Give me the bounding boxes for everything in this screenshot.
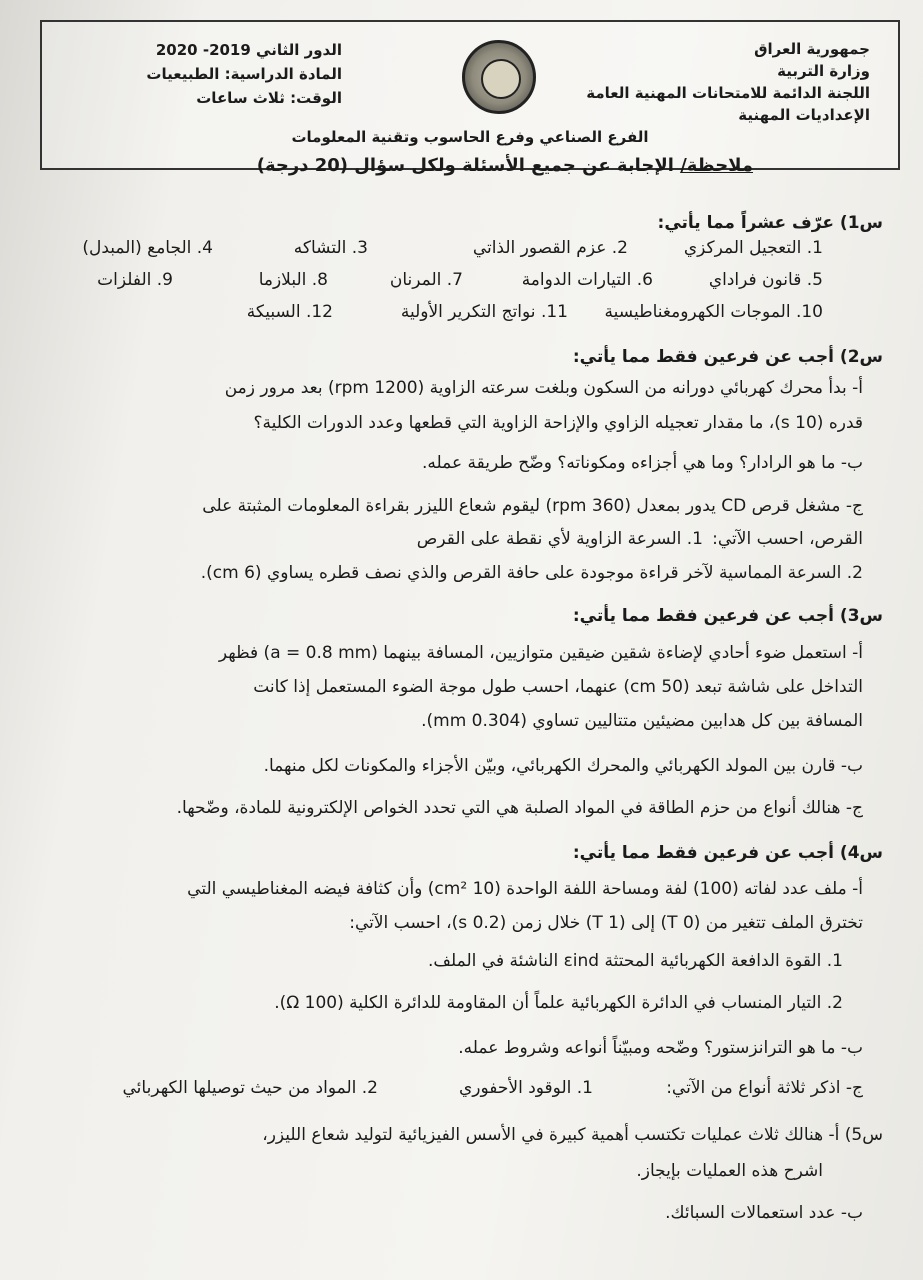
q2-c-line-1: ج- مشغل قرص CD يدور بمعدل (360 rpm) ليقوم شعاع الليزر بقراءة المعلومات المثبتة على <box>202 496 863 516</box>
q3-a-line-2: التداخل على شاشة تبعد (50 cm) عنهما، احسب طول موجة الضوء المستعمل إذا كانت <box>253 677 863 697</box>
q1-term-7: 7. المرنان <box>389 270 463 290</box>
ministry-seal-icon <box>462 40 536 114</box>
q4-a-line-1: أ- ملف عدد لفاته (100) لفة ومساحة اللفة الواحدة (10 cm²) وأن كثافة فيضه المغناطيسي التي <box>187 879 863 899</box>
q1-term-8: 8. البلازما <box>258 270 328 290</box>
exam-branch: الفرع الصناعي وفرع الحاسوب وتقنية المعلومات <box>291 128 649 146</box>
exam-note <box>257 155 753 176</box>
q3-b: ب- قارن بين المولد الكهربائي والمحرك الكهربائي، وبيّن الأجزاء والمكونات لكل منهما. <box>263 756 863 776</box>
q4-c-item-2: 2. المواد من حيث توصيلها الكهربائي <box>122 1078 378 1098</box>
q4-prompt: س4) أجب عن فرعين فقط مما يأتي: <box>572 843 883 863</box>
q1-term-6: 6. التيارات الدوامة <box>521 270 653 290</box>
q1-term-10: 10. الموجات الكهرومغناطيسية <box>604 302 823 322</box>
q1-term-2: 2. عزم القصور الذاتي <box>472 238 628 258</box>
q1-terms-row-1 <box>53 238 823 264</box>
q4-b: ب- ما هو الترانزستور؟ وضّحه ومبيّناً أنواعه وشروط عمله. <box>458 1038 863 1058</box>
q5-a-line-2: اشرح هذه العمليات بإيجاز. <box>636 1161 823 1181</box>
q1-terms-row-2 <box>53 270 823 296</box>
q2-c-item-1: 1. السرعة الزاوية لأي نقطة على القرص <box>416 529 703 549</box>
q3-a-line-3: المسافة بين كل هدابين مضيئين متتاليين تساوي (0.304 mm). <box>421 711 863 731</box>
exam-info-block <box>82 38 342 110</box>
schools-line: الإعداديات المهنية <box>738 106 870 124</box>
country-line: جمهورية العراق <box>754 40 870 58</box>
q2-c-line-3: 2. السرعة المماسية لآخر قراءة موجودة على حافة القرص والذي نصف قطره يساوي (6 cm). <box>200 563 863 583</box>
exam-duration: الوقت: ثلاث ساعات <box>196 89 342 107</box>
q4-a-line-2: تخترق الملف تتغير من (0 T) إلى (1 T) خلال زمن (0.2 s)، احسب الآتي: <box>349 913 863 933</box>
note-label: ملاحظة/ <box>680 155 753 176</box>
exam-round: الدور الثاني 2019- 2020 <box>155 41 342 59</box>
q1-term-11: 11. نواتج التكرير الأولية <box>400 302 568 322</box>
q5-b: ب- عدد استعمالات السبائك. <box>665 1203 863 1223</box>
q1-term-5: 5. قانون فراداي <box>708 270 823 290</box>
q4-c-intro: ج- اذكر ثلاثة أنواع من الآتي: <box>666 1078 863 1098</box>
q1-term-1: 1. التعجيل المركزي <box>683 238 823 258</box>
q2-prompt: س2) أجب عن فرعين فقط مما يأتي: <box>572 347 883 367</box>
q2-a-line-2: قدره (10 s)، ما مقدار تعجيله الزاوي والإزاحة الزاوية التي قطعها وعدد الدورات الكلية؟ <box>253 413 863 433</box>
exam-subject: المادة الدراسية: الطبيعيات <box>146 65 342 83</box>
q3-a-line-1: أ- استعمل ضوء أحادي لإضاءة شقين ضيقين متوازيين، المسافة بينهما (a = 0.8 mm) فظهر <box>218 643 863 663</box>
q5-a-line-1: س5) أ- هنالك ثلاث عمليات تكتسب أهمية كبيرة في الأسس الفيزيائية لتوليد شعاع الليزر، <box>262 1125 883 1145</box>
q2-c-line-2: القرص، احسب الآتي: <box>712 529 863 549</box>
ministry-line: وزارة التربية <box>777 62 870 80</box>
q1-term-3: 3. التشاكه <box>293 238 368 258</box>
q4-a-item-1: 1. القوة الدافعة الكهربائية المحتثة εind الناشئة في الملف. <box>428 951 843 971</box>
q2-b: ب- ما هو الرادار؟ وما هي أجزاءه ومكوناته؟ وضّح طريقة عمله. <box>422 453 863 473</box>
ministry-block <box>570 38 870 126</box>
q1-prompt: س1) عرّف عشراً مما يأتي: <box>657 213 883 233</box>
q1-term-9: 9. الفلزات <box>97 270 173 290</box>
committee-line: اللجنة الدائمة للامتحانات المهنية العامة <box>586 84 870 102</box>
q4-a-item-2: 2. التيار المنساب في الدائرة الكهربائية علماً أن المقاومة للدائرة الكلية (100 Ω). <box>274 993 843 1013</box>
q1-term-12: 12. السبيكة <box>246 302 333 322</box>
q1-terms-row-3 <box>53 302 823 328</box>
q4-c-item-1: 1. الوقود الأحفوري <box>458 1078 593 1098</box>
q3-prompt: س3) أجب عن فرعين فقط مما يأتي: <box>572 606 883 626</box>
exam-header <box>40 20 900 170</box>
note-text: الإجابة عن جميع الأسئلة ولكل سؤال (20 درجة) <box>256 155 674 176</box>
q3-c: ج- هنالك أنواع من حزم الطاقة في المواد الصلبة هي التي تحدد الخواص الإلكترونية للمادة، وضّحها. <box>176 798 863 818</box>
q1-term-4: 4. الجامع (المبدل) <box>82 238 213 258</box>
q2-a-line-1: أ- بدأ محرك كهربائي دورانه من السكون وبلغت سرعته الزاوية (1200 rpm) بعد مرور زمن <box>224 378 863 398</box>
